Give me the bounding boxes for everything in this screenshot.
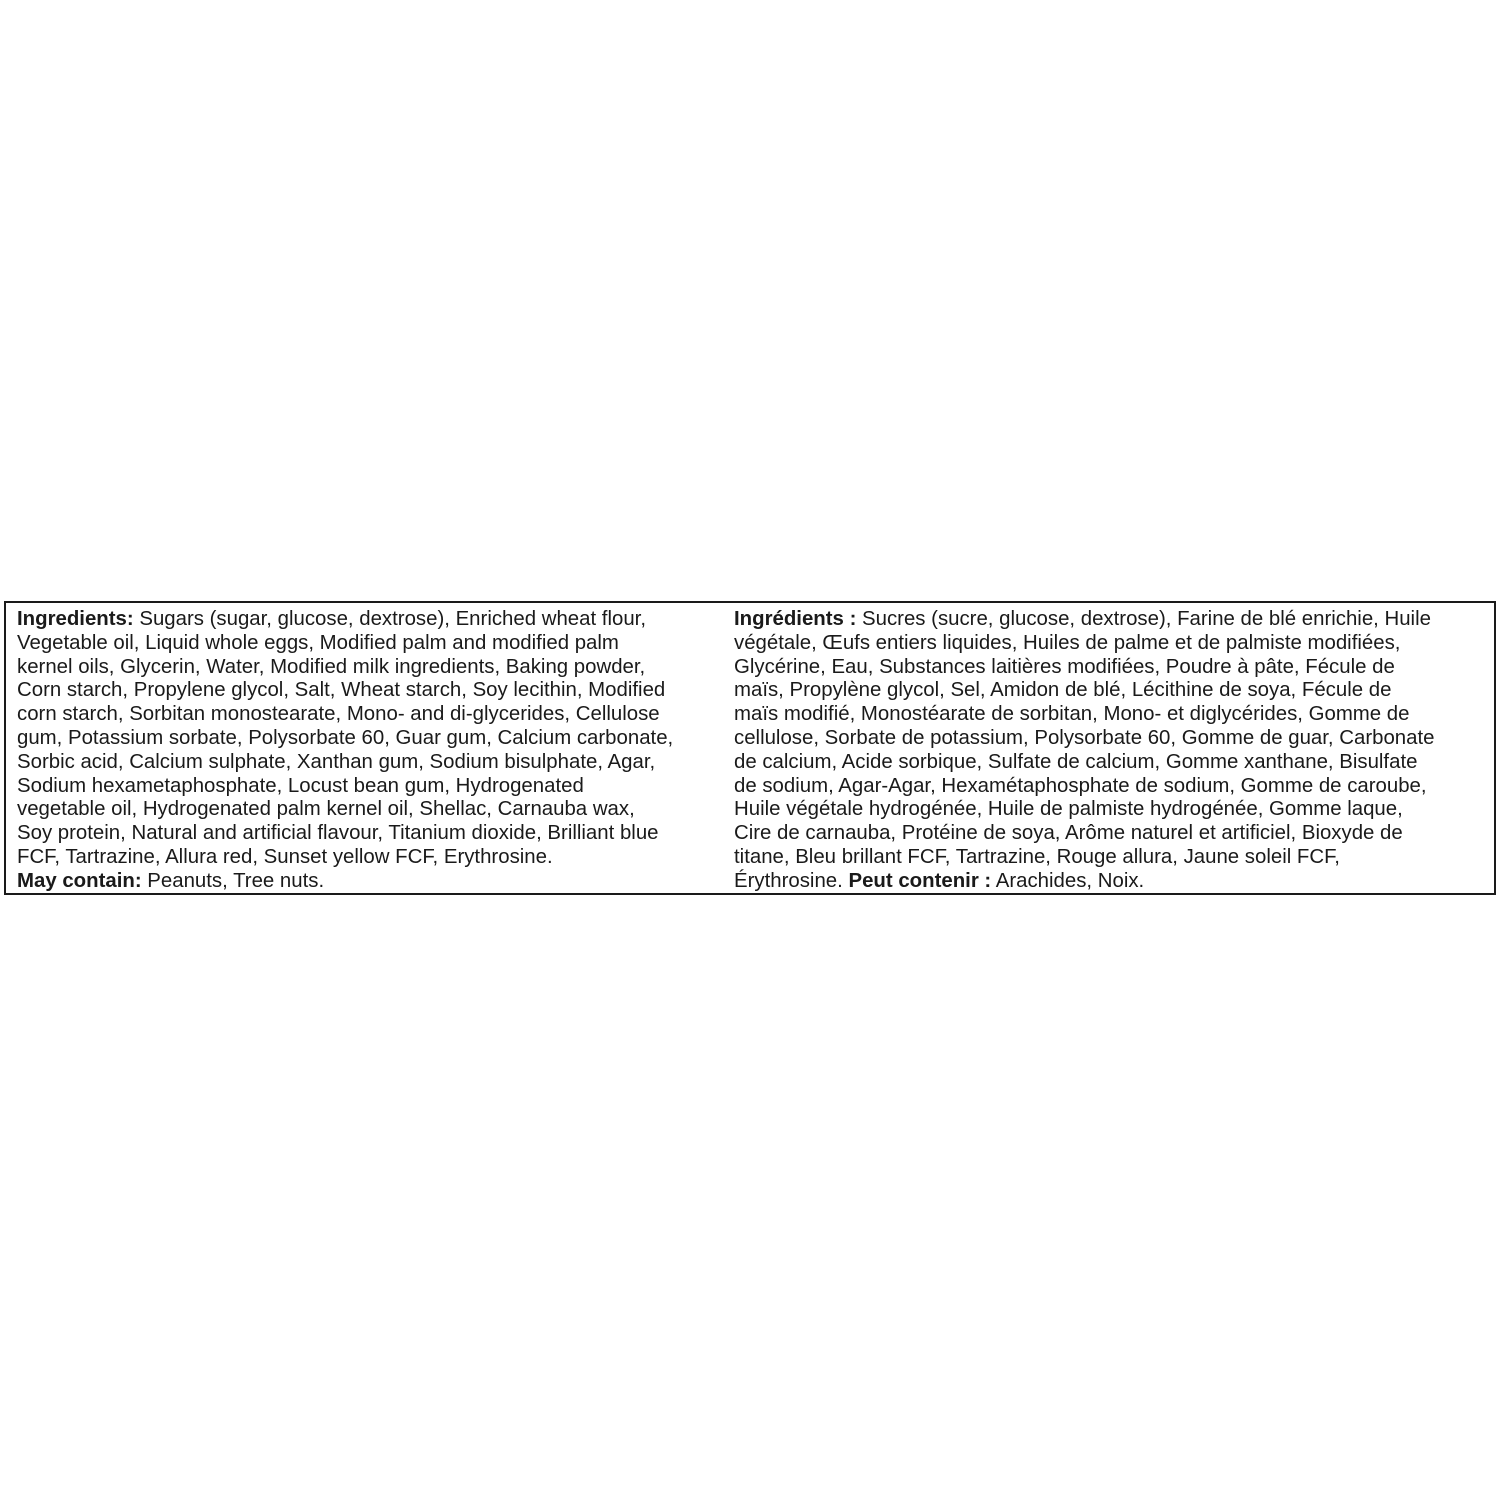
english-line-7: Sorbic acid, Calcium sulphate, Xanthan gum, Sodium bisulphate, Agar, bbox=[17, 750, 656, 773]
french-last-line bbox=[734, 870, 1494, 894]
english-may-contain-heading: May contain: bbox=[17, 869, 142, 892]
french-ingredients-heading: Ingrédients : bbox=[734, 608, 857, 630]
french-line-1 bbox=[734, 608, 1494, 632]
french-line-5: maïs modifié, Monostéarate de sorbitan, Mono- et diglycérides, Gomme de bbox=[734, 703, 1410, 726]
french-line-3: Glycérine, Eau, Substances laitières modifiées, Poudre à pâte, Fécule de bbox=[734, 655, 1395, 678]
ingredients-label-box bbox=[4, 601, 1496, 895]
english-may-contain-line bbox=[17, 870, 733, 894]
french-line-9: Huile végétale hydrogénée, Huile de palmiste hydrogénée, Gomme laque, bbox=[734, 798, 1403, 821]
english-line-2: Vegetable oil, Liquid whole eggs, Modified palm and modified palm bbox=[17, 631, 619, 654]
french-last-line-text: Érythrosine. bbox=[734, 869, 849, 892]
french-line-10: Cire de carnauba, Protéine de soya, Arôme naturel et artificiel, Bioxyde de bbox=[734, 822, 1403, 845]
french-line-2: végétale, Œufs entiers liquides, Huiles de palme et de palmiste modifiées, bbox=[734, 631, 1401, 654]
french-line-7: de calcium, Acide sorbique, Sulfate de calcium, Gomme xanthane, Bisulfate bbox=[734, 750, 1418, 773]
english-line-9: vegetable oil, Hydrogenated palm kernel oil, Shellac, Carnauba wax, bbox=[17, 798, 635, 821]
english-line-5: corn starch, Sorbitan monostearate, Mono- and di-glycerides, Cellulose bbox=[17, 703, 660, 726]
english-line-text: Sugars (sugar, glucose, dextrose), Enriched wheat flour, bbox=[133, 608, 647, 630]
french-line-11: titane, Bleu brillant FCF, Tartrazine, Rouge allura, Jaune soleil FCF, bbox=[734, 845, 1340, 868]
french-ingredients-column bbox=[733, 603, 1494, 893]
french-may-contain-text: Arachides, Noix. bbox=[991, 869, 1145, 892]
english-ingredients-heading: Ingredients: bbox=[17, 608, 134, 630]
english-line-6: gum, Potassium sorbate, Polysorbate 60, Guar gum, Calcium carbonate, bbox=[17, 726, 674, 749]
french-line-6: cellulose, Sorbate de potassium, Polysorbate 60, Gomme de guar, Carbonate bbox=[734, 726, 1435, 749]
english-line-3: kernel oils, Glycerin, Water, Modified milk ingredients, Baking powder, bbox=[17, 655, 646, 678]
french-line-8: de sodium, Agar-Agar, Hexamétaphosphate de sodium, Gomme de caroube, bbox=[734, 774, 1427, 797]
english-line-11: FCF, Tartrazine, Allura red, Sunset yellow FCF, Erythrosine. bbox=[17, 845, 553, 868]
english-line-8: Sodium hexametaphosphate, Locust bean gum, Hydrogenated bbox=[17, 774, 584, 797]
french-line-4: maïs, Propylène glycol, Sel, Amidon de blé, Lécithine de soya, Fécule de bbox=[734, 679, 1392, 702]
english-line-1 bbox=[17, 608, 733, 632]
english-ingredients-column bbox=[6, 603, 733, 893]
english-line-4: Corn starch, Propylene glycol, Salt, Wheat starch, Soy lecithin, Modified bbox=[17, 679, 666, 702]
french-may-contain-heading: Peut contenir : bbox=[848, 869, 992, 892]
english-may-contain-text: Peanuts, Tree nuts. bbox=[141, 869, 325, 892]
french-line-text: Sucres (sucre, glucose, dextrose), Farine de blé enrichie, Huile bbox=[856, 608, 1431, 630]
english-line-10: Soy protein, Natural and artificial flavour, Titanium dioxide, Brilliant blue bbox=[17, 822, 659, 845]
